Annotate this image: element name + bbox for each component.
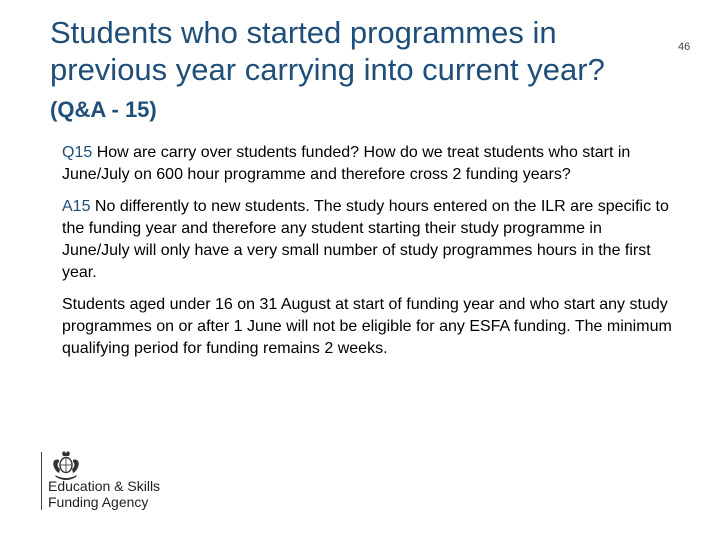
answer-text: No differently to new students. The study hours entered on the ILR are specific to the funding year and therefore any student starting their study programme in June/July will only have a very small number of study programmes hours in the first year. — [62, 198, 669, 281]
answer-paragraph — [62, 196, 672, 284]
answer-tag: A15 — [62, 198, 91, 215]
note-paragraph — [62, 294, 672, 360]
logo-line-2: Funding Agency — [48, 494, 149, 510]
slide-title-ref: (Q&A - 15) — [50, 97, 157, 122]
note-text: Students aged under 16 on 31 August at start of funding year and who start any study programmes on or after 1 June will not be eligible for any ESFA funding. The minimum qualifying period for funding remains 2 weeks. — [62, 296, 672, 357]
question-text: How are carry over students funded? How do we treat students who start in June/July on 600 hour programme and therefore cross 2 funding years? — [62, 144, 631, 183]
logo-line-1: Education & Skills — [48, 478, 161, 494]
slide-title-text: Students who started programmes in previous year carrying into current year? — [50, 15, 605, 87]
slide-body — [62, 142, 672, 370]
question-tag: Q15 — [62, 144, 93, 161]
question-paragraph — [62, 142, 672, 186]
logo-divider — [41, 452, 42, 510]
slide-title — [50, 14, 650, 128]
page-number: 46 — [678, 41, 691, 53]
